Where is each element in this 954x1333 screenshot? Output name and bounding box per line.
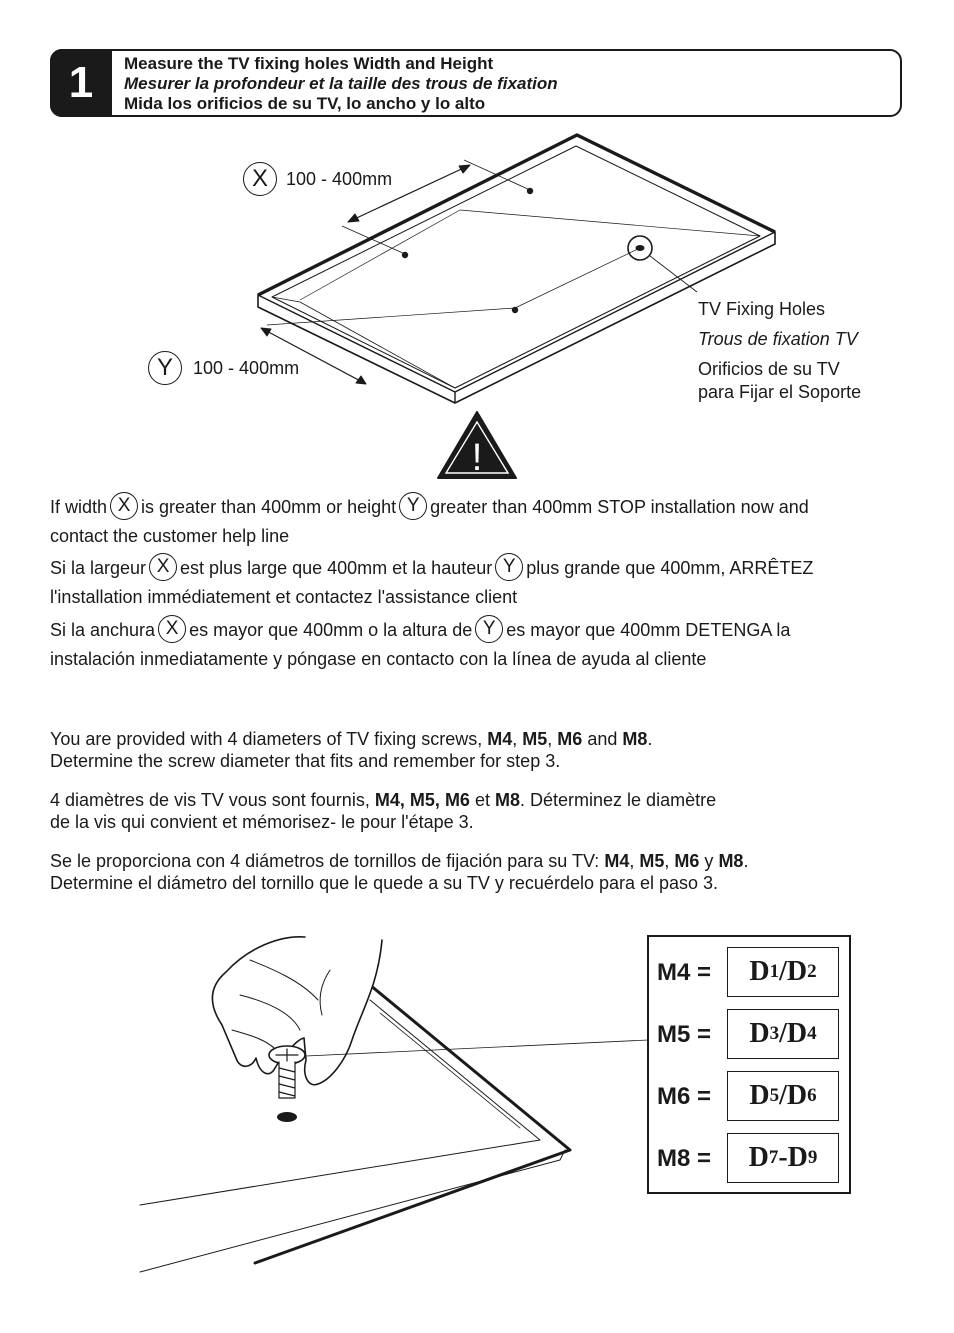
size-row-m8: M8 = D 7 - D 9	[649, 1133, 849, 1185]
x-inline-badge: X	[110, 492, 138, 520]
size-value-box: D 5 / D 6	[727, 1071, 839, 1121]
screws-text-en: You are provided with 4 diameters of TV fixing screws, M4, M5, M6 and M8. Determine the screw diameter that fits and remember for step 3.	[50, 729, 653, 771]
fixing-hole-2	[402, 252, 408, 258]
size-row-m5: M5 = D 3 / D 4	[649, 1009, 849, 1061]
x-inline-badge: X	[149, 553, 177, 581]
y-dimension-label	[148, 351, 299, 385]
y-range-text: 100 - 400mm	[193, 357, 300, 378]
screw-leader-line	[306, 1040, 648, 1056]
warning-text-es: Si la anchura X es mayor que 400mm o la altura de Y es mayor que 400mm DETENGA la instalación inmediatamente y póngase en contacto con la línea de ayuda al cliente	[50, 616, 910, 673]
y-circle-badge: Y	[148, 351, 182, 385]
size-value-box: D 3 / D 4	[727, 1009, 839, 1059]
screw-hole-icon	[277, 1112, 297, 1122]
x-dimension-label	[243, 162, 392, 196]
step-title-en: Measure the TV fixing holes Width and Height	[124, 54, 494, 73]
screws-text-es: Se le proporciona con 4 diámetros de tornillos de fijación para su TV: M4, M5, M6 y M8. Determine el diámetro del tornillo que le quede a su TV y recuérdelo para el paso 3.	[50, 851, 749, 893]
warning-text-fr: Si la largeur X est plus large que 400mm et la hauteur Y plus grande que 400mm, ARRÊTEZ l'installation immédiatement et contactez l'assistance client	[50, 554, 910, 611]
x-circle-badge: X	[243, 162, 277, 196]
y-inline-badge: Y	[495, 553, 523, 581]
size-row-m4: M4 = D 1 / D 2	[649, 947, 849, 999]
size-value-box: D 7 - D 9	[727, 1133, 839, 1183]
size-row-m6: M6 = D 5 / D 6	[649, 1071, 849, 1123]
screw-thread-icon	[279, 1062, 295, 1098]
screw-size-table	[647, 935, 851, 1194]
warning-triangle-icon	[438, 412, 516, 479]
step-number-badge: 1	[50, 49, 112, 117]
holes-label-es-1: Orificios de su TV	[698, 359, 840, 379]
holes-label-fr: Trous de fixation TV	[698, 329, 858, 349]
step-title-fr: Mesurer la profondeur et la taille des trous de fixation	[124, 74, 558, 93]
warning-exclamation: !	[471, 437, 483, 479]
size-value-box: D 1 / D 2	[727, 947, 839, 997]
tv-fixing-holes-label	[698, 298, 861, 404]
y-inline-badge: Y	[475, 615, 503, 643]
holes-label-en: TV Fixing Holes	[698, 299, 826, 319]
screw-hand-illustration	[140, 937, 648, 1272]
fixing-hole-3	[512, 307, 518, 313]
x-range-text: 100 - 400mm	[286, 168, 393, 189]
fixing-hole-4	[636, 245, 645, 251]
screws-text-fr: 4 diamètres de vis TV vous sont fournis, M4, M5, M6 et M8. Déterminez le diamètre de la vis qui convient et mémorisez- le pour l'étape 3.	[50, 790, 717, 832]
x-inline-badge: X	[158, 615, 186, 643]
fixing-hole-1	[527, 188, 533, 194]
holes-label-es-2: para Fijar el Soporte	[698, 382, 862, 402]
warning-text-en: If width X is greater than 400mm or height Y greater than 400mm STOP installation now and contact the customer help line	[50, 493, 910, 550]
step-title	[124, 54, 558, 114]
y-inline-badge: Y	[399, 492, 427, 520]
step-title-es: Mida los orificios de su TV, lo ancho y lo alto	[124, 94, 486, 113]
